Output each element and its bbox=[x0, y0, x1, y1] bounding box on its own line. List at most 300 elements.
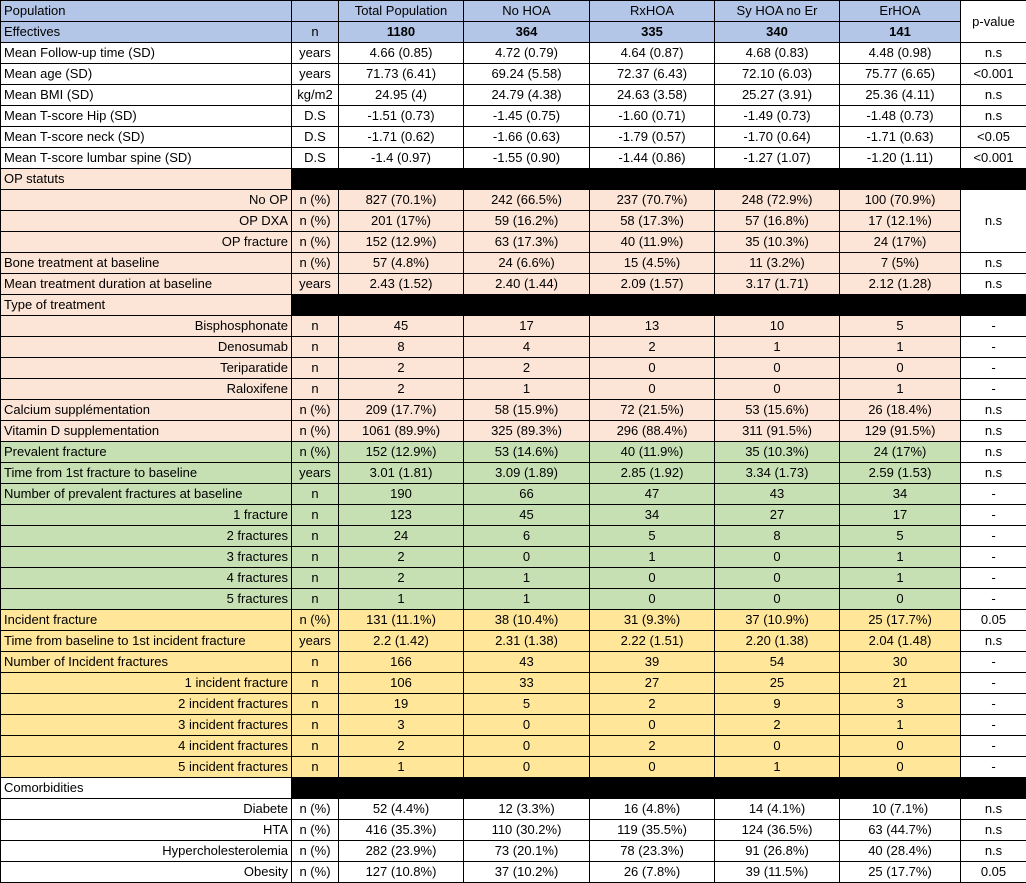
header-col-erhoa: ErHOA bbox=[840, 1, 961, 22]
row-label: 3 fractures bbox=[1, 547, 292, 568]
value-cell: 15 (4.5%) bbox=[590, 253, 715, 274]
header-col-syhoa: Sy HOA no Er bbox=[715, 1, 840, 22]
value-cell: 3.09 (1.89) bbox=[464, 463, 590, 484]
p-value-cell: n.s bbox=[961, 442, 1026, 463]
value-cell: 1 bbox=[464, 568, 590, 589]
value-cell: 39 (11.5%) bbox=[715, 862, 840, 883]
value-cell: 0 bbox=[840, 736, 961, 757]
p-value-cell: - bbox=[961, 358, 1026, 379]
value-cell: 52 (4.4%) bbox=[339, 799, 464, 820]
value-cell: 2 bbox=[590, 694, 715, 715]
section-header-row bbox=[1, 295, 1026, 316]
header-unit-cell bbox=[292, 1, 339, 22]
value-cell: 4.68 (0.83) bbox=[715, 43, 840, 64]
value-cell: 10 (7.1%) bbox=[840, 799, 961, 820]
unit-cell: n bbox=[292, 358, 339, 379]
unit-cell: years bbox=[292, 463, 339, 484]
value-cell: 2.22 (1.51) bbox=[590, 631, 715, 652]
table-row bbox=[1, 358, 1026, 379]
row-label: Number of Incident fractures bbox=[1, 652, 292, 673]
value-cell: 12 (3.3%) bbox=[464, 799, 590, 820]
value-cell: -1.27 (1.07) bbox=[715, 148, 840, 169]
value-cell: 335 bbox=[590, 22, 715, 43]
value-cell: 119 (35.5%) bbox=[590, 820, 715, 841]
value-cell: 2 bbox=[339, 379, 464, 400]
value-cell: 73 (20.1%) bbox=[464, 841, 590, 862]
value-cell: 248 (72.9%) bbox=[715, 190, 840, 211]
value-cell: 31 (9.3%) bbox=[590, 610, 715, 631]
table-row bbox=[1, 43, 1026, 64]
unit-cell: n (%) bbox=[292, 610, 339, 631]
value-cell: 24.79 (4.38) bbox=[464, 85, 590, 106]
table-row bbox=[1, 799, 1026, 820]
table-row bbox=[1, 652, 1026, 673]
value-cell: 63 (44.7%) bbox=[840, 820, 961, 841]
value-cell: 40 (11.9%) bbox=[590, 442, 715, 463]
section-header-row bbox=[1, 169, 1026, 190]
header-col-total: Total Population bbox=[339, 1, 464, 22]
row-label: Calcium supplémentation bbox=[1, 400, 292, 421]
unit-cell: n bbox=[292, 526, 339, 547]
value-cell: 5 bbox=[590, 526, 715, 547]
value-cell: 40 (28.4%) bbox=[840, 841, 961, 862]
value-cell: 39 bbox=[590, 652, 715, 673]
value-cell: -1.45 (0.75) bbox=[464, 106, 590, 127]
value-cell: 4 bbox=[464, 337, 590, 358]
table-row bbox=[1, 589, 1026, 610]
section-divider-bar bbox=[292, 169, 1026, 190]
value-cell: 3.01 (1.81) bbox=[339, 463, 464, 484]
value-cell: -1.66 (0.63) bbox=[464, 127, 590, 148]
table-row bbox=[1, 274, 1026, 295]
value-cell: 2.12 (1.28) bbox=[840, 274, 961, 295]
value-cell: -1.48 (0.73) bbox=[840, 106, 961, 127]
value-cell: 106 bbox=[339, 673, 464, 694]
value-cell: 152 (12.9%) bbox=[339, 442, 464, 463]
unit-cell: n (%) bbox=[292, 820, 339, 841]
value-cell: -1.44 (0.86) bbox=[590, 148, 715, 169]
value-cell: 71.73 (6.41) bbox=[339, 64, 464, 85]
value-cell: 40 (11.9%) bbox=[590, 232, 715, 253]
value-cell: 43 bbox=[715, 484, 840, 505]
table-row bbox=[1, 715, 1026, 736]
value-cell: 1 bbox=[590, 547, 715, 568]
unit-cell: n bbox=[292, 736, 339, 757]
value-cell: 58 (15.9%) bbox=[464, 400, 590, 421]
table-row bbox=[1, 610, 1026, 631]
table-row bbox=[1, 64, 1026, 85]
header-row bbox=[1, 1, 1026, 22]
value-cell: 30 bbox=[840, 652, 961, 673]
value-cell: 27 bbox=[590, 673, 715, 694]
row-label: No OP bbox=[1, 190, 292, 211]
p-value-cell: - bbox=[961, 694, 1026, 715]
value-cell: 37 (10.9%) bbox=[715, 610, 840, 631]
p-value-cell: - bbox=[961, 547, 1026, 568]
value-cell: 38 (10.4%) bbox=[464, 610, 590, 631]
table-row bbox=[1, 442, 1026, 463]
value-cell: -1.71 (0.62) bbox=[339, 127, 464, 148]
value-cell: 2.20 (1.38) bbox=[715, 631, 840, 652]
value-cell: 1 bbox=[339, 589, 464, 610]
value-cell: 141 bbox=[840, 22, 961, 43]
value-cell: 78 (23.3%) bbox=[590, 841, 715, 862]
value-cell: 24 (6.6%) bbox=[464, 253, 590, 274]
value-cell: 5 bbox=[464, 694, 590, 715]
table-row bbox=[1, 232, 1026, 253]
value-cell: 13 bbox=[590, 316, 715, 337]
value-cell: 296 (88.4%) bbox=[590, 421, 715, 442]
value-cell: 72 (21.5%) bbox=[590, 400, 715, 421]
value-cell: 1 bbox=[715, 757, 840, 778]
value-cell: 2.85 (1.92) bbox=[590, 463, 715, 484]
value-cell: 166 bbox=[339, 652, 464, 673]
value-cell: 416 (35.3%) bbox=[339, 820, 464, 841]
value-cell: 25 (17.7%) bbox=[840, 610, 961, 631]
value-cell: -1.51 (0.73) bbox=[339, 106, 464, 127]
table-row bbox=[1, 22, 1026, 43]
value-cell: 340 bbox=[715, 22, 840, 43]
value-cell: 1 bbox=[840, 337, 961, 358]
unit-cell: n (%) bbox=[292, 190, 339, 211]
value-cell: 43 bbox=[464, 652, 590, 673]
table-row bbox=[1, 526, 1026, 547]
value-cell: -1.20 (1.11) bbox=[840, 148, 961, 169]
value-cell: 1 bbox=[339, 757, 464, 778]
value-cell: 2.04 (1.48) bbox=[840, 631, 961, 652]
header-col-rxhoa: RxHOA bbox=[590, 1, 715, 22]
value-cell: 45 bbox=[339, 316, 464, 337]
p-value-cell: n.s bbox=[961, 400, 1026, 421]
value-cell: 1 bbox=[840, 715, 961, 736]
row-label: 4 incident fractures bbox=[1, 736, 292, 757]
value-cell: 8 bbox=[715, 526, 840, 547]
value-cell: 19 bbox=[339, 694, 464, 715]
unit-cell: n bbox=[292, 22, 339, 43]
row-label: Number of prevalent fractures at baseline bbox=[1, 484, 292, 505]
value-cell: 0 bbox=[590, 715, 715, 736]
value-cell: 34 bbox=[840, 484, 961, 505]
table-row bbox=[1, 316, 1026, 337]
value-cell: 6 bbox=[464, 526, 590, 547]
value-cell: 1 bbox=[464, 589, 590, 610]
value-cell: 2 bbox=[339, 358, 464, 379]
value-cell: 54 bbox=[715, 652, 840, 673]
row-label: Prevalent fracture bbox=[1, 442, 292, 463]
unit-cell: years bbox=[292, 274, 339, 295]
value-cell: 57 (16.8%) bbox=[715, 211, 840, 232]
table-row bbox=[1, 505, 1026, 526]
p-value-cell: n.s bbox=[961, 841, 1026, 862]
unit-cell: n bbox=[292, 337, 339, 358]
value-cell: 0 bbox=[715, 358, 840, 379]
value-cell: 127 (10.8%) bbox=[339, 862, 464, 883]
value-cell: 26 (7.8%) bbox=[590, 862, 715, 883]
row-label: Vitamin D supplementation bbox=[1, 421, 292, 442]
row-label: Time from 1st fracture to baseline bbox=[1, 463, 292, 484]
section-divider-bar bbox=[292, 778, 1026, 799]
value-cell: 0 bbox=[464, 715, 590, 736]
row-label: 1 incident fracture bbox=[1, 673, 292, 694]
section-divider-bar bbox=[292, 295, 1026, 316]
section-header-row bbox=[1, 778, 1026, 799]
value-cell: 124 (36.5%) bbox=[715, 820, 840, 841]
value-cell: 110 (30.2%) bbox=[464, 820, 590, 841]
unit-cell: n bbox=[292, 484, 339, 505]
value-cell: 25 (17.7%) bbox=[840, 862, 961, 883]
value-cell: 11 (3.2%) bbox=[715, 253, 840, 274]
value-cell: 57 (4.8%) bbox=[339, 253, 464, 274]
value-cell: 35 (10.3%) bbox=[715, 442, 840, 463]
value-cell: 59 (16.2%) bbox=[464, 211, 590, 232]
unit-cell: n (%) bbox=[292, 442, 339, 463]
p-value-cell: - bbox=[961, 484, 1026, 505]
p-value-cell: - bbox=[961, 337, 1026, 358]
value-cell: 282 (23.9%) bbox=[339, 841, 464, 862]
p-value-cell: n.s bbox=[961, 190, 1026, 253]
value-cell: 0 bbox=[715, 547, 840, 568]
value-cell: 37 (10.2%) bbox=[464, 862, 590, 883]
value-cell: 0 bbox=[590, 757, 715, 778]
value-cell: 2.2 (1.42) bbox=[339, 631, 464, 652]
p-value-cell: n.s bbox=[961, 253, 1026, 274]
table-row bbox=[1, 736, 1026, 757]
table-row bbox=[1, 862, 1026, 883]
table-row bbox=[1, 379, 1026, 400]
table-row bbox=[1, 673, 1026, 694]
value-cell: 0 bbox=[715, 379, 840, 400]
value-cell: 2 bbox=[339, 568, 464, 589]
value-cell: 4.72 (0.79) bbox=[464, 43, 590, 64]
value-cell: -1.4 (0.97) bbox=[339, 148, 464, 169]
table-row bbox=[1, 421, 1026, 442]
value-cell: 17 (12.1%) bbox=[840, 211, 961, 232]
value-cell: 0 bbox=[715, 568, 840, 589]
unit-cell: n (%) bbox=[292, 253, 339, 274]
p-value-cell: 0.05 bbox=[961, 610, 1026, 631]
value-cell: 53 (15.6%) bbox=[715, 400, 840, 421]
row-label: 5 incident fractures bbox=[1, 757, 292, 778]
p-value-cell: n.s bbox=[961, 463, 1026, 484]
p-value-cell: - bbox=[961, 316, 1026, 337]
row-label: Mean BMI (SD) bbox=[1, 85, 292, 106]
p-value-cell: - bbox=[961, 736, 1026, 757]
row-label: Time from baseline to 1st incident fracture bbox=[1, 631, 292, 652]
value-cell: 0 bbox=[590, 379, 715, 400]
p-value-cell: <0.001 bbox=[961, 148, 1026, 169]
unit-cell: n bbox=[292, 673, 339, 694]
value-cell: 827 (70.1%) bbox=[339, 190, 464, 211]
p-value-cell: - bbox=[961, 505, 1026, 526]
row-label: 4 fractures bbox=[1, 568, 292, 589]
table-row bbox=[1, 694, 1026, 715]
value-cell: 2 bbox=[464, 358, 590, 379]
p-value-cell: n.s bbox=[961, 820, 1026, 841]
table-row bbox=[1, 211, 1026, 232]
value-cell: 47 bbox=[590, 484, 715, 505]
value-cell: 201 (17%) bbox=[339, 211, 464, 232]
unit-cell: n bbox=[292, 505, 339, 526]
value-cell: 21 bbox=[840, 673, 961, 694]
unit-cell: years bbox=[292, 631, 339, 652]
header-pvalue: p-value bbox=[961, 1, 1026, 43]
unit-cell: n bbox=[292, 715, 339, 736]
row-label: Raloxifene bbox=[1, 379, 292, 400]
value-cell: 0 bbox=[464, 736, 590, 757]
table-body bbox=[1, 1, 1026, 883]
row-label: 1 fracture bbox=[1, 505, 292, 526]
value-cell: 129 (91.5%) bbox=[840, 421, 961, 442]
value-cell: 1 bbox=[840, 379, 961, 400]
table-row bbox=[1, 484, 1026, 505]
unit-cell: years bbox=[292, 43, 339, 64]
value-cell: 2.43 (1.52) bbox=[339, 274, 464, 295]
value-cell: 152 (12.9%) bbox=[339, 232, 464, 253]
table-row bbox=[1, 463, 1026, 484]
value-cell: 4.66 (0.85) bbox=[339, 43, 464, 64]
value-cell: 24.63 (3.58) bbox=[590, 85, 715, 106]
value-cell: -1.79 (0.57) bbox=[590, 127, 715, 148]
table-row bbox=[1, 127, 1026, 148]
value-cell: 17 bbox=[464, 316, 590, 337]
value-cell: 26 (18.4%) bbox=[840, 400, 961, 421]
value-cell: 25.27 (3.91) bbox=[715, 85, 840, 106]
value-cell: 364 bbox=[464, 22, 590, 43]
unit-cell: n bbox=[292, 547, 339, 568]
row-label: Hypercholesterolemia bbox=[1, 841, 292, 862]
row-label: 3 incident fractures bbox=[1, 715, 292, 736]
value-cell: 33 bbox=[464, 673, 590, 694]
value-cell: 24 (17%) bbox=[840, 232, 961, 253]
value-cell: 1 bbox=[840, 547, 961, 568]
value-cell: 45 bbox=[464, 505, 590, 526]
table-row bbox=[1, 841, 1026, 862]
value-cell: -1.49 (0.73) bbox=[715, 106, 840, 127]
value-cell: -1.60 (0.71) bbox=[590, 106, 715, 127]
value-cell: 237 (70.7%) bbox=[590, 190, 715, 211]
row-label: Mean T-score lumbar spine (SD) bbox=[1, 148, 292, 169]
row-label: 5 fractures bbox=[1, 589, 292, 610]
value-cell: 3 bbox=[840, 694, 961, 715]
row-label: Bisphosphonate bbox=[1, 316, 292, 337]
row-label: Mean Follow-up time (SD) bbox=[1, 43, 292, 64]
unit-cell: n bbox=[292, 379, 339, 400]
value-cell: 1 bbox=[840, 568, 961, 589]
row-label: Mean T-score Hip (SD) bbox=[1, 106, 292, 127]
value-cell: 0 bbox=[590, 589, 715, 610]
p-value-cell: - bbox=[961, 379, 1026, 400]
unit-cell: n bbox=[292, 694, 339, 715]
value-cell: 24 bbox=[339, 526, 464, 547]
value-cell: 53 (14.6%) bbox=[464, 442, 590, 463]
table-row bbox=[1, 820, 1026, 841]
header-col-no-hoa: No HOA bbox=[464, 1, 590, 22]
row-label: Mean treatment duration at baseline bbox=[1, 274, 292, 295]
p-value-cell: - bbox=[961, 715, 1026, 736]
table-row bbox=[1, 253, 1026, 274]
value-cell: 0 bbox=[590, 568, 715, 589]
p-value-cell: <0.001 bbox=[961, 64, 1026, 85]
table-row bbox=[1, 106, 1026, 127]
value-cell: 7 (5%) bbox=[840, 253, 961, 274]
row-label: Mean age (SD) bbox=[1, 64, 292, 85]
unit-cell: n (%) bbox=[292, 841, 339, 862]
unit-cell: n (%) bbox=[292, 799, 339, 820]
value-cell: 0 bbox=[840, 358, 961, 379]
value-cell: 34 bbox=[590, 505, 715, 526]
value-cell: -1.71 (0.63) bbox=[840, 127, 961, 148]
table-row bbox=[1, 757, 1026, 778]
p-value-cell: - bbox=[961, 568, 1026, 589]
p-value-cell: <0.05 bbox=[961, 127, 1026, 148]
value-cell: 24 (17%) bbox=[840, 442, 961, 463]
p-value-cell: - bbox=[961, 673, 1026, 694]
p-value-cell: 0.05 bbox=[961, 862, 1026, 883]
row-label: Teriparatide bbox=[1, 358, 292, 379]
value-cell: 0 bbox=[590, 358, 715, 379]
value-cell: -1.55 (0.90) bbox=[464, 148, 590, 169]
table-row bbox=[1, 85, 1026, 106]
p-value-cell: n.s bbox=[961, 43, 1026, 64]
value-cell: 1 bbox=[715, 337, 840, 358]
value-cell: 5 bbox=[840, 526, 961, 547]
value-cell: 91 (26.8%) bbox=[715, 841, 840, 862]
p-value-cell: n.s bbox=[961, 106, 1026, 127]
unit-cell: n (%) bbox=[292, 232, 339, 253]
p-value-cell: n.s bbox=[961, 631, 1026, 652]
value-cell: 2 bbox=[590, 736, 715, 757]
value-cell: 190 bbox=[339, 484, 464, 505]
row-label: OP DXA bbox=[1, 211, 292, 232]
p-value-cell: n.s bbox=[961, 421, 1026, 442]
value-cell: 4.48 (0.98) bbox=[840, 43, 961, 64]
value-cell: 3.34 (1.73) bbox=[715, 463, 840, 484]
table-row bbox=[1, 547, 1026, 568]
value-cell: 2.09 (1.57) bbox=[590, 274, 715, 295]
value-cell: 17 bbox=[840, 505, 961, 526]
unit-cell: n (%) bbox=[292, 211, 339, 232]
value-cell: 131 (11.1%) bbox=[339, 610, 464, 631]
value-cell: 2.40 (1.44) bbox=[464, 274, 590, 295]
value-cell: 2.31 (1.38) bbox=[464, 631, 590, 652]
value-cell: 4.64 (0.87) bbox=[590, 43, 715, 64]
value-cell: 0 bbox=[464, 547, 590, 568]
value-cell: 35 (10.3%) bbox=[715, 232, 840, 253]
section-label: Comorbidities bbox=[1, 778, 292, 799]
value-cell: 0 bbox=[840, 589, 961, 610]
table-row bbox=[1, 148, 1026, 169]
value-cell: 1061 (89.9%) bbox=[339, 421, 464, 442]
value-cell: 72.10 (6.03) bbox=[715, 64, 840, 85]
row-label: Denosumab bbox=[1, 337, 292, 358]
value-cell: 242 (66.5%) bbox=[464, 190, 590, 211]
unit-cell: D.S bbox=[292, 148, 339, 169]
value-cell: 311 (91.5%) bbox=[715, 421, 840, 442]
value-cell: 1 bbox=[464, 379, 590, 400]
p-value-cell: n.s bbox=[961, 799, 1026, 820]
unit-cell: years bbox=[292, 64, 339, 85]
value-cell: 3 bbox=[339, 715, 464, 736]
unit-cell: n bbox=[292, 568, 339, 589]
unit-cell: n bbox=[292, 316, 339, 337]
value-cell: 100 (70.9%) bbox=[840, 190, 961, 211]
p-value-cell: - bbox=[961, 589, 1026, 610]
value-cell: 1180 bbox=[339, 22, 464, 43]
p-value-cell: n.s bbox=[961, 85, 1026, 106]
value-cell: 27 bbox=[715, 505, 840, 526]
unit-cell: kg/m2 bbox=[292, 85, 339, 106]
value-cell: 69.24 (5.58) bbox=[464, 64, 590, 85]
